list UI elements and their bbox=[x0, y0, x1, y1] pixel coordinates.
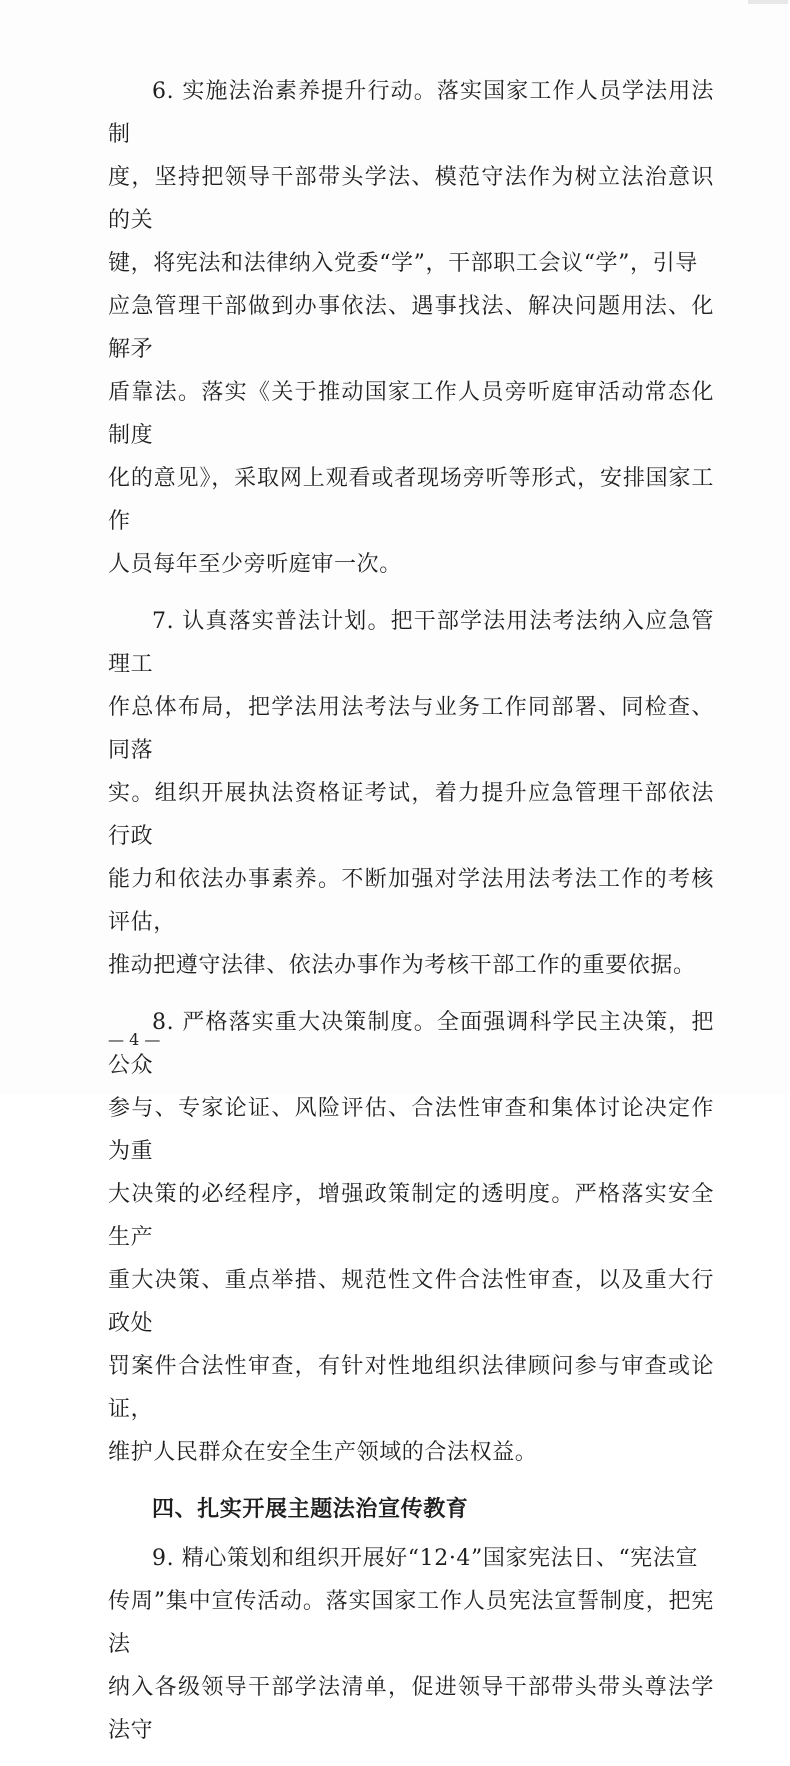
paragraph-8 bbox=[108, 1001, 714, 1474]
paragraph-line: 8. 严格落实重大决策制度。全面强调科学民主决策，把公众 bbox=[108, 1010, 714, 1078]
paragraph-line: 能力和依法办事素养。不断加强对学法用法考法工作的考核评估， bbox=[108, 867, 714, 935]
paragraph-line: 应急管理干部做到办事依法、遇事找法、解决问题用法、化解矛 bbox=[108, 294, 714, 362]
paragraph-line: 7. 认真落实普法计划。把干部学法用法考法纳入应急管理工 bbox=[108, 609, 714, 677]
paragraph-line: 实。组织开展执法资格证考试，着力提升应急管理干部依法行政 bbox=[108, 781, 714, 849]
paragraph-line: 参与、专家论证、风险评估、合法性审查和集体讨论决定作为重 bbox=[108, 1096, 714, 1164]
paragraph-7 bbox=[108, 600, 714, 987]
paragraph-line: 盾靠法。落实《关于推动国家工作人员旁听庭审活动常态化制度 bbox=[108, 380, 714, 448]
document-body bbox=[108, 70, 714, 1766]
paragraph-9 bbox=[108, 1537, 714, 1752]
paragraph-line: 罚案件合法性审查，有针对性地组织法律顾问参与审查或论证， bbox=[108, 1354, 714, 1422]
paragraph-line: 键，将宪法和法律纳入党委“学”，干部职工会议“学”，引导 bbox=[108, 251, 698, 276]
paragraph-line: 大决策的必经程序，增强政策制定的透明度。严格落实安全生产 bbox=[108, 1182, 714, 1250]
section-heading: 四、扎实开展主题法治宣传教育 bbox=[152, 1497, 469, 1522]
paragraph-line: 人员每年至少旁听庭审一次。 bbox=[108, 552, 402, 577]
paragraph-6 bbox=[108, 70, 714, 586]
paragraph-line: 度，坚持把领导干部带头学法、模范守法作为树立法治意识的关 bbox=[108, 165, 714, 233]
paragraph-line: 9. 精心策划和组织开展好“12·4”国家宪法日、“宪法宣 bbox=[152, 1546, 699, 1571]
scan-edge-mark bbox=[748, 0, 788, 4]
paragraph-line: 6. 实施法治素养提升行动。落实国家工作人员学法用法制 bbox=[108, 79, 714, 147]
paragraph-line: 化的意见》，采取网上观看或者现场旁听等形式，安排国家工作 bbox=[108, 466, 714, 534]
paragraph-line: 作总体布局，把学法用法考法与业务工作同部署、同检查、同落 bbox=[108, 695, 714, 763]
paragraph-line: 重大决策、重点举措、规范性文件合法性审查，以及重大行政处 bbox=[108, 1268, 714, 1336]
page-number: — 4 — bbox=[108, 1030, 161, 1049]
paragraph-line: 推动把遵守法律、依法办事作为考核干部工作的重要依据。 bbox=[108, 953, 696, 978]
paragraph-line: 纳入各级领导干部学法清单，促进领导干部带头带头尊法学法守 bbox=[108, 1675, 714, 1743]
paragraph-line: 维护人民群众在安全生产领域的合法权益。 bbox=[108, 1440, 538, 1465]
paragraph-line: 传周”集中宣传活动。落实国家工作人员宪法宣誓制度，把宪法 bbox=[108, 1589, 714, 1657]
